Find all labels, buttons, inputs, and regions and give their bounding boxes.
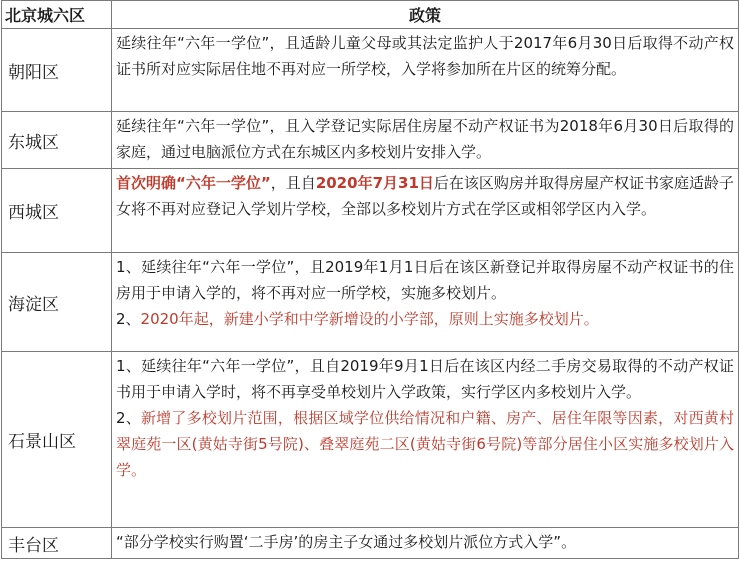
table-row-dongcheng — [2, 112, 739, 169]
item-prefix: 2、 — [116, 310, 141, 328]
highlight-text: 新增了多校划片范围，根据区域学位供给情况和户籍、房产、居住年限等因素，对西黄村翠庭苑一区(黄姑寺街5号院)、叠翠庭苑二区(黄姑寺街6号院)等部分居住小区实施多校划片入学。 — [116, 409, 734, 479]
policy-item-1: 1、延续往年“六年一学位”，且2019年1月1日后在该区新登记并取得房屋不动产权证书的住房用于申请入学的，将不再对应一所学校，实施多校划片。 — [116, 258, 734, 302]
district-column-header: 北京城六区 — [2, 1, 112, 29]
table-row-shijingshan — [2, 352, 739, 528]
district-cell: 东城区 — [2, 112, 112, 169]
item-prefix: 2、 — [116, 409, 141, 427]
table-row-xicheng — [2, 169, 739, 253]
policy-cell — [112, 253, 739, 352]
table-row-haidian — [2, 253, 739, 352]
policy-item-1: 1、延续往年“六年一学位”，且自2019年9月1日后在该区内经二手房交易取得的不动产权证书用于申请入学时，将不再享受单校划片入学政策，实行学区内多校划片入学。 — [116, 357, 734, 401]
policy-cell: “部分学校实行购置‘二手房’的房主子女通过多校划片派位方式入学”。 — [112, 528, 739, 559]
policy-cell: 延续往年“六年一学位”，且入学登记实际居住房屋不动产权证书为2018年6月30日后取得的家庭，通过电脑派位方式在东城区内多校划片安排入学。 — [112, 112, 739, 169]
district-cell: 石景山区 — [2, 352, 112, 528]
policy-item-2 — [116, 405, 734, 483]
table-header-row — [2, 1, 739, 29]
table-row-fengtai — [2, 528, 739, 559]
table-row-chaoyang — [2, 29, 739, 112]
highlight-text: 首次明确“六年一学位” — [116, 174, 271, 192]
district-cell: 朝阳区 — [2, 29, 112, 112]
district-cell: 西城区 — [2, 169, 112, 253]
policy-text: 后在该区购房并取得房屋产权证书家庭适龄子女将不再对应登记入学划片学校，全部以多校划片方式在学区或相邻学区内入学。 — [116, 174, 734, 218]
policy-cell: 延续往年“六年一学位”，且适龄儿童父母或其法定监护人于2017年6月30日后取得不动产权证书所对应实际居住地不再对应一所学校，入学将参加所在片区的统筹分配。 — [112, 29, 739, 112]
district-cell: 丰台区 — [2, 528, 112, 559]
policy-text: ，且自 — [270, 174, 316, 192]
policy-cell — [112, 169, 739, 253]
policy-table — [1, 0, 739, 559]
policy-column-header: 政策 — [112, 1, 739, 29]
policy-cell — [112, 352, 739, 528]
policy-item-2 — [116, 306, 734, 332]
highlight-text: 2020年起，新建小学和中学新增设的小学部，原则上实施多校划片。 — [140, 310, 599, 328]
highlight-date: 2020年7月31日 — [315, 174, 434, 192]
district-cell: 海淀区 — [2, 253, 112, 352]
